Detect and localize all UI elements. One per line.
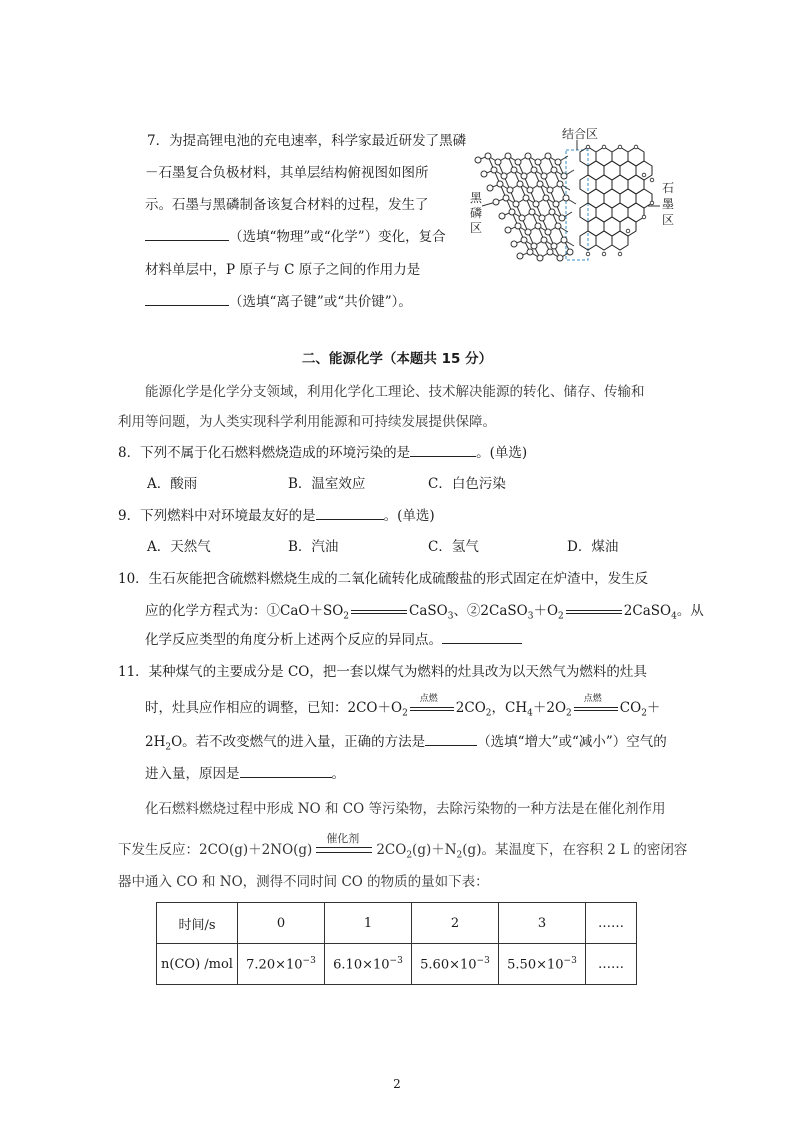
q9-option-d[interactable]: D．煤油 [567, 539, 619, 555]
table-header: …… [586, 903, 637, 944]
q10-line1: 10．生石灰能把含硫燃料燃烧生成的二氧化硫转化成硫酸盐的形式固定在炉渣中，发生反 [118, 571, 649, 587]
table-cell: …… [586, 944, 637, 985]
passage-line3: 器中通入 CO 和 NO，测得不同时间 CO 的物质的量如下表： [118, 874, 489, 890]
passage-line1: 化石燃料燃烧过程中形成 NO 和 CO 等污染物，去除污染物的一种方法是在催化剂作用 [145, 801, 666, 817]
q9-option-c[interactable]: C．氢气 [428, 539, 479, 555]
label-phosphorus-1: 黑 [470, 191, 483, 205]
answer-blank[interactable] [425, 731, 477, 746]
table-header: 0 [238, 903, 325, 944]
page-number: 2 [393, 1077, 401, 1091]
table-header: 时间/s [157, 903, 238, 944]
label-graphite-2: 墨 [662, 197, 675, 211]
q11-line2: 时，灶具应作相应的调整，已知：$2CO+O_2$ 点燃 $2CO_2$，$CH_4+2O_2$ 点燃 $CO_2+$ [145, 693, 661, 719]
q7-line2: －石墨复合负极材料，其单层结构俯视图如图所 [145, 165, 429, 181]
table-row-label: n(CO) /mol [157, 944, 238, 985]
q9-stem: 9．下列燃料中对环境最友好的是 。(单选) [118, 504, 435, 524]
co-amount-table [156, 902, 637, 985]
q7-line6: （选填“离子键”或“共价键”）。 [145, 290, 412, 310]
table-cell: $5.60\times 10^{-3}$ [412, 944, 499, 985]
table-header: 2 [412, 903, 499, 944]
answer-blank[interactable] [442, 629, 522, 644]
q7-line5: 材料单层中，P 原子与 C 原子之间的作用力是 [145, 262, 421, 278]
label-graphite-1: 石 [662, 181, 675, 195]
q11-line3: $2H_2O$。若不改变燃气的进入量，正确的方法是 （选填“增大”或“减小”）空气的 [145, 730, 667, 753]
table-cell: $5.50\times 10^{-3}$ [499, 944, 586, 985]
q7-line1: 7．为提高锂电池的充电速率，科学家最近研发了黑磷 [147, 133, 467, 149]
q10-line3: 化学反应类型的角度分析上述两个反应的异同点。 [145, 628, 522, 648]
q7-line3: 示。石墨与黑磷制备该复合材料的过程，发生了 [145, 197, 429, 213]
q9-option-b[interactable]: B．汽油 [288, 539, 339, 555]
table-header: 1 [325, 903, 412, 944]
composite-structure-figure [470, 128, 680, 280]
answer-blank[interactable] [240, 763, 332, 778]
label-phosphorus-3: 区 [470, 221, 483, 235]
q11-line1: 11．某种煤气的主要成分是 CO，把一套以煤气为燃料的灶具改为以天然气为燃料的灶具 [118, 664, 647, 680]
q7-line4: （选填“物理”或“化学”）变化，复合 [145, 225, 446, 245]
q8-option-b[interactable]: B．温室效应 [288, 476, 366, 492]
answer-blank[interactable] [145, 291, 229, 306]
answer-blank[interactable] [316, 505, 384, 520]
section-title: 二、能源化学（本题共 15 分） [301, 351, 493, 367]
q11-line4: 进入量，原因是 。 [145, 762, 345, 782]
table-row [157, 944, 637, 985]
q8-stem: 8．下列不属于化石燃料燃烧造成的环境污染的是 。(单选) [118, 441, 527, 461]
answer-blank[interactable] [145, 226, 229, 241]
table-row [157, 903, 637, 944]
q9-option-a[interactable]: A．天然气 [147, 539, 211, 555]
label-graphite-3: 区 [662, 213, 675, 227]
table-header: 3 [499, 903, 586, 944]
table-cell: $6.10\times 10^{-3}$ [325, 944, 412, 985]
passage-line2: 下发生反应：2CO(g)＋2NO(g) 催化剂 $2CO_2(g)+N_2(g)$。某温度下，在容积 2 L 的密闭容 [118, 831, 688, 861]
section-intro-1: 能源化学是化学分支领域，利用化学化工理论、技术解决能源的转化、储存、传输和 [145, 384, 645, 400]
table-cell: $7.20\times 10^{-3}$ [238, 944, 325, 985]
q8-option-a[interactable]: A．酸雨 [147, 476, 198, 492]
q8-option-c[interactable]: C．白色污染 [428, 476, 506, 492]
q10-line2: 应的化学方程式为：$①CaO+SO_2$ CaSO$_3$、$②2CaSO_3+O_2$ 2CaSO$_4$。从 [145, 603, 704, 622]
label-combination-zone: 结合区 [562, 128, 599, 141]
answer-blank[interactable] [410, 442, 476, 457]
label-phosphorus-2: 磷 [470, 206, 483, 220]
section-intro-2: 利用等问题，为人类实现科学利用能源和可持续发展提供保障。 [118, 414, 496, 430]
